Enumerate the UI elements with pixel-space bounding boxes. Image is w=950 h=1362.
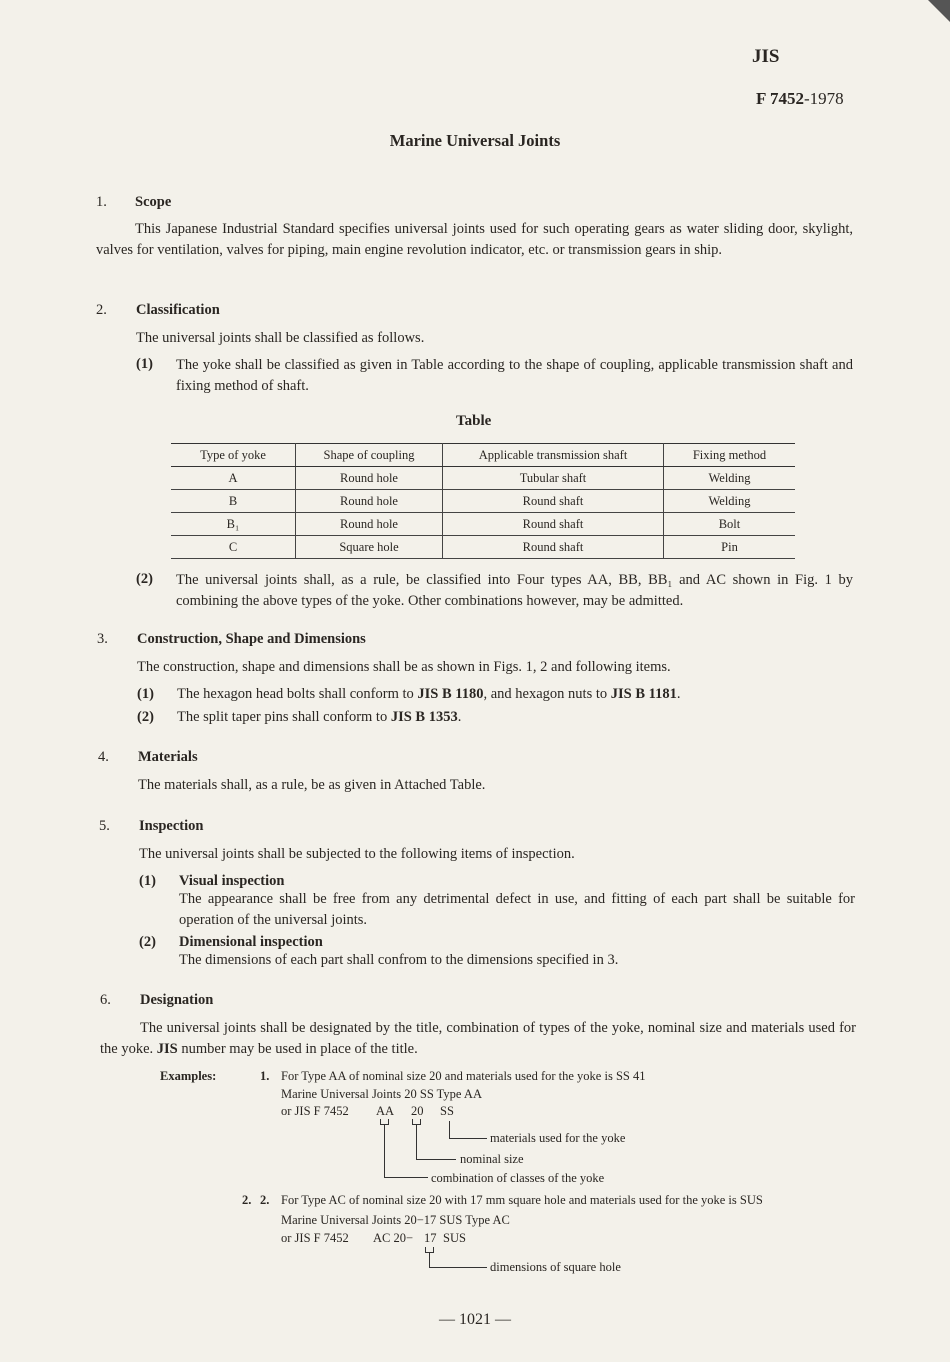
section-3-heading: Construction, Shape and Dimensions xyxy=(137,631,366,647)
table-cell: Pin xyxy=(664,536,796,559)
table-row xyxy=(171,513,795,536)
example-2-code-material: SUS xyxy=(443,1231,466,1245)
section-3-item-1-number: (1) xyxy=(137,686,154,702)
example-1-code-type: AA xyxy=(376,1104,395,1118)
annotation-nominal-size: nominal size xyxy=(460,1152,524,1166)
example-2-description: For Type AC of nominal size 20 with 17 mm square hole and materials used for the yoke is SUS xyxy=(281,1193,763,1207)
section-4-heading: Materials xyxy=(138,749,198,765)
section-6-number: 6. xyxy=(100,992,111,1008)
text-span: The hexagon head bolts shall conform to xyxy=(177,686,418,702)
leader-line xyxy=(449,1138,487,1139)
text-span: , and hexagon nuts to xyxy=(483,686,611,702)
section-3-item-2-number: (2) xyxy=(137,709,154,725)
section-6-text xyxy=(100,1018,856,1060)
example-1-description: For Type AA of nominal size 20 and materials used for the yoke is SS 41 xyxy=(281,1069,646,1083)
leader-line xyxy=(429,1253,430,1268)
section-2-item-1-number: (1) xyxy=(136,356,153,372)
page-corner-fold xyxy=(928,0,950,22)
table-cell: B₁ xyxy=(171,513,296,536)
table-title: Table xyxy=(456,413,492,429)
header-standard-number xyxy=(756,89,844,109)
section-5-item-1-number: (1) xyxy=(139,873,156,889)
section-2-item-1-text: The yoke shall be classified as given in Table according to the shape of coupling, applicable transmission shaft and fixing method of shaft. xyxy=(176,357,853,394)
text-span: . xyxy=(676,686,681,702)
text-span: . xyxy=(457,709,462,725)
example-1-code-size: 20 xyxy=(411,1104,424,1118)
table-header-row xyxy=(171,444,795,467)
section-1-text: This Japanese Industrial Standard specifies universal joints used for such operating gears as water sliding door, skylight, valves for ventilation, valves for piping, main engine revolution indicator, etc. or transmission gears in ship. xyxy=(96,221,853,258)
header-org: JIS xyxy=(752,46,780,67)
table-cell: Square hole xyxy=(296,536,443,559)
table-header-cell: Applicable transmission shaft xyxy=(443,444,664,467)
section-5-item-1-text: The appearance shall be free from any detrimental defect in use, and fitting of each part shall be suitable for operation of the universal joints. xyxy=(179,891,855,928)
annotation-yoke-combination: combination of classes of the yoke xyxy=(431,1171,605,1185)
section-5-item-2-heading: Dimensional inspection xyxy=(179,934,323,950)
table-cell: Tubular shaft xyxy=(443,467,664,490)
jis-reference: JIS B 1353 xyxy=(390,709,458,725)
section-5-intro: The universal joints shall be subjected to the following items of inspection. xyxy=(139,846,575,862)
table-cell: Round hole xyxy=(296,490,443,513)
annotation-square-hole: dimensions of square hole xyxy=(490,1260,621,1274)
example-1-code-prefix: or JIS F 7452 xyxy=(281,1104,349,1118)
example-1-title-line: Marine Universal Joints 20 SS Type AA xyxy=(281,1087,482,1101)
text-span: The split taper pins shall conform to xyxy=(177,709,391,725)
section-2-heading: Classification xyxy=(136,302,220,318)
section-3-item-1-text xyxy=(177,686,680,703)
example-2-code-square: 17 xyxy=(424,1231,437,1245)
section-5-number: 5. xyxy=(99,818,110,834)
section-1-number: 1. xyxy=(96,194,107,210)
page-title: Marine Universal Joints xyxy=(389,131,561,150)
example-1-code-material: SS xyxy=(440,1104,454,1118)
leader-line xyxy=(416,1159,456,1160)
leader-line xyxy=(416,1125,417,1160)
annotation-materials: materials used for the yoke xyxy=(490,1131,626,1145)
yoke-classification-table xyxy=(171,443,795,559)
section-3-intro: The construction, shape and dimensions shall be as shown in Figs. 1, 2 and following items. xyxy=(137,659,671,675)
section-2-intro: The universal joints shall be classified as follows. xyxy=(136,330,425,346)
section-1-heading: Scope xyxy=(135,194,172,210)
section-3-number: 3. xyxy=(97,631,108,647)
text-span: number may be used in place of the title. xyxy=(177,1041,418,1057)
table-cell: C xyxy=(171,536,296,559)
table-cell: Bolt xyxy=(664,513,796,536)
section-2-item-2-number: (2) xyxy=(136,571,153,587)
standard-prefix: F 7452 xyxy=(756,89,805,108)
table-cell: Round shaft xyxy=(443,536,664,559)
section-5-item-2-text: The dimensions of each part shall confrom to the dimensions specified in 3. xyxy=(179,952,619,968)
jis-label: JIS xyxy=(156,1041,178,1057)
section-5-heading: Inspection xyxy=(139,818,204,834)
example-2-number: 2. xyxy=(242,1193,252,1207)
section-2-item-2-text: The universal joints shall, as a rule, be classified into Four types AA, BB, BB₁ and AC shown in Fig. 1 by combining the above types of the yoke. Other combinations however, may be admitted. xyxy=(176,572,853,609)
leader-line xyxy=(384,1125,385,1178)
table-header-cell: Fixing method xyxy=(664,444,796,467)
table-row xyxy=(171,490,795,513)
section-4-text: The materials shall, as a rule, be as given in Attached Table. xyxy=(138,777,486,793)
example-2-code-main: AC 20− xyxy=(373,1231,414,1245)
jis-reference: JIS B 1180 xyxy=(417,686,484,702)
text-span: The universal joints shall be designated by the title, combination of types of the yoke, nominal size and materials used for the yoke. xyxy=(100,1020,856,1057)
section-3-item-2-text xyxy=(177,709,461,726)
table-cell: Round hole xyxy=(296,467,443,490)
table-cell: A xyxy=(171,467,296,490)
table-cell: Welding xyxy=(664,467,796,490)
section-5-item-1-heading: Visual inspection xyxy=(179,873,285,889)
leader-line xyxy=(449,1121,450,1139)
example-2-code-prefix: or JIS F 7452 xyxy=(281,1231,349,1245)
table-row xyxy=(171,536,795,559)
example-2-subnumber: 2. xyxy=(260,1193,270,1207)
jis-reference: JIS B 1181 xyxy=(610,686,677,702)
section-4-number: 4. xyxy=(98,749,109,765)
leader-line xyxy=(429,1267,487,1268)
example-1-number: 1. xyxy=(260,1069,270,1083)
examples-label: Examples: xyxy=(160,1069,217,1083)
table-header-cell: Shape of coupling xyxy=(296,444,443,467)
table-cell: Round shaft xyxy=(443,513,664,536)
table-cell: B xyxy=(171,490,296,513)
table-cell: Round shaft xyxy=(443,490,664,513)
section-6-heading: Designation xyxy=(140,992,214,1008)
section-2-number: 2. xyxy=(96,302,107,318)
section-5-item-2-number: (2) xyxy=(139,934,156,950)
table-row xyxy=(171,467,795,490)
leader-line xyxy=(384,1177,428,1178)
table-header-cell: Type of yoke xyxy=(171,444,296,467)
table-cell: Welding xyxy=(664,490,796,513)
table-cell: Round hole xyxy=(296,513,443,536)
example-2-title-line: Marine Universal Joints 20−17 SUS Type AC xyxy=(281,1213,510,1227)
page-number: — 1021 — xyxy=(439,1311,511,1328)
standard-year: -1978 xyxy=(804,89,844,108)
